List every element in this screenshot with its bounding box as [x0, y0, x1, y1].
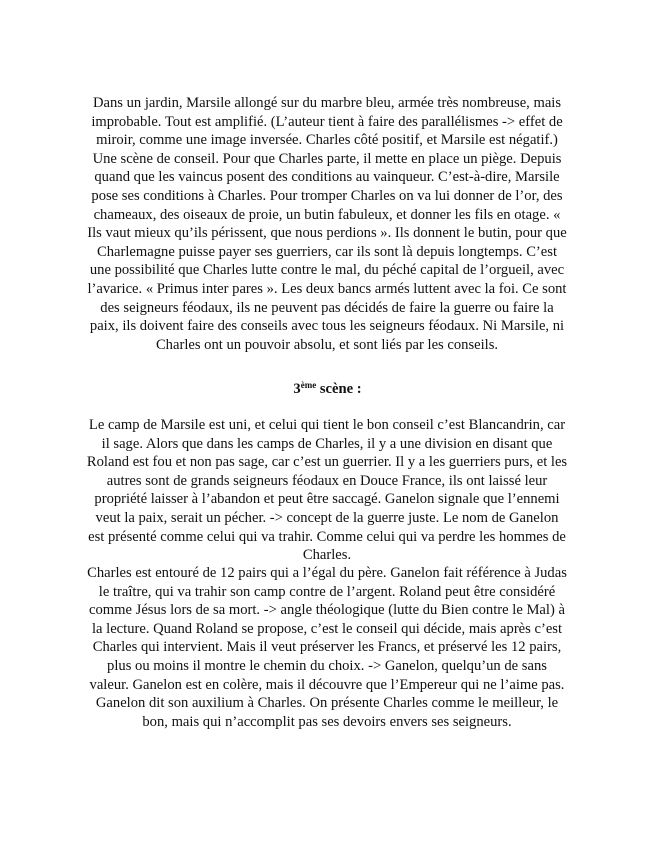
- section-heading: [0, 380, 655, 399]
- paragraph-camp-marsile: Le camp de Marsile est uni, et celui qui tient le bon conseil c’est Blancandrin, car il sage. Alors que dans les camps de Charles, il y a une division en disant que Roland est fou et non pas sage, car c’est un guerrier. Il y a les guerriers purs, et les autres sont de grands seigneurs féodaux en Douce France, ils ont laissé leur propriété laisser à l’abandon et peut être saccagé. Ganelon signale que l’ennemi veut la paix, serait un pécher. -> concept de la guerre juste. Le nom de Ganelon est présenté comme celui qui va trahir. Comme celui qui va perdre les hommes de Charles.: [86, 417, 568, 564]
- heading-number: 3: [293, 381, 301, 397]
- heading-text: scène :: [316, 381, 362, 397]
- paragraph-jardin-marsile: Dans un jardin, Marsile allongé sur du marbre bleu, armée très nombreuse, mais improbable. Tout est amplifié. (L’auteur tient à faire des parallélismes -> effet de miroir, comme une image inversée. Charles côté positif, et Marsile est négatif.) Une scène de conseil. Pour que Charles parte, il mette en place un piège. Depuis quand que les vaincus posent des conditions au vainqueur. C’est-à-dire, Marsile pose ses conditions à Charles. Pour tromper Charles on va lui donner de l’or, des chameaux, des oiseaux de proie, un butin fabuleux, et donner les fils en otage. « Ils vaut mieux qu’ils périssent, que nous perdions ». Ils donnent le butin, pour que Charlemagne puisse payer ses guerriers, car ils sont là depuis longtemps. C’est une possibilité que Charles lutte contre le mal, du péché capital de l’orgueil, avec l’avarice. « Primus inter pares ». Les deux bancs armés luttent avec la foi. Ce sont des seigneurs féodaux, ils ne peuvent pas décidés de faire la guerre ou faire la paix, ils doivent faire des conseils avec tous les seigneurs féodaux. Ni Marsile, ni Charles ont un pouvoir absolu, et sont liés par les conseils.: [87, 95, 567, 353]
- paragraph-charles-pairs: Charles est entouré de 12 pairs qui a l’égal du père. Ganelon fait référence à Judas le traître, qui va trahir son camp contre de l’argent. Roland peut être considéré comme Jésus lors de sa mort. -> angle théologique (lutte du Bien contre le Mal) à la lecture. Quand Roland se propose, c’est le conseil qui décide, mais après c’est Charles qui intervient. Mais il veut préserver les Francs, et préservé les 12 pairs, plus ou moins il montre le chemin du choix. -> Ganelon, quelqu’un de sans valeur. Ganelon est en colère, mais il découvre que l’Empereur qui ne l’aime pas. Ganelon dit son auxilium à Charles. On présente Charles comme le meilleur, le bon, mais qui n’accomplit pas ses devoirs envers ses seigneurs.: [87, 565, 567, 730]
- heading-superscript: ème: [300, 380, 317, 390]
